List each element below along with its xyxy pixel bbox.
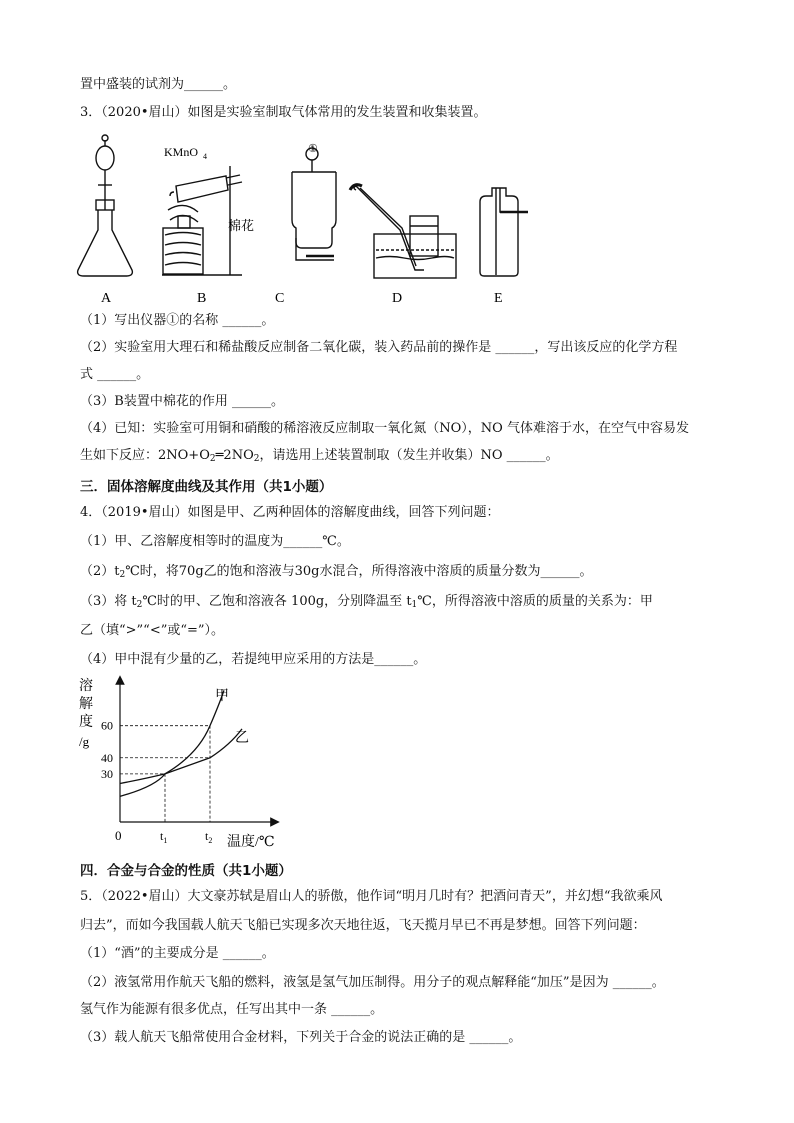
- apparatus-c-drawing: [292, 148, 336, 260]
- cotton-label: 棉花: [228, 218, 255, 233]
- y-axis-label-char: 度: [79, 715, 93, 730]
- circle-one-label: ①: [308, 143, 318, 155]
- question-4-title: 4．（2019•眉山）如图是甲、乙两种固体的溶解度曲线，回答下列问题：: [80, 505, 500, 520]
- y-axis-label-char: 溶: [79, 679, 93, 694]
- question-3-part-2a: （2）实验室用大理石和稀盐酸反应制备二氧化碳，装入药品前的操作是 ______，写出该反应的化学方程: [80, 340, 678, 355]
- apparatus-a-drawing: [78, 135, 133, 276]
- question-3-part-2b: 式 ______。: [80, 367, 150, 382]
- kmno4-label: KMnO: [164, 145, 199, 159]
- y-axis-label-char: 解: [79, 697, 93, 712]
- section-3-heading: 三．固体溶解度曲线及其作用（共1小题）: [80, 479, 333, 495]
- question-5-part-3: （3）载人航天飞船常使用合金材料，下列关于合金的说法正确的是 ______。: [80, 1030, 522, 1045]
- x-tick-label-t1: $t_1$: [160, 829, 168, 845]
- question-3-part-4a: （4）已知：实验室可用铜和硝酸的稀溶液反应制取一氧化氮（NO），NO 气体难溶于水，在空气中容易发: [80, 421, 689, 436]
- apparatus-e-drawing: [480, 188, 528, 276]
- question-5-part-2a: （2）液氢常用作航天飞船的燃料，液氢是氢气加压制得。用分子的观点解释能“加压”是因为 ______。: [80, 975, 665, 990]
- series-yi-curve: [120, 729, 242, 784]
- apparatus-figure: [70, 130, 540, 310]
- question-3-part-4b: 生如下反应：$2NO+O_2═2NO_2$，请选用上述装置制取（发生并收集）NO ______。: [80, 448, 559, 464]
- question-4-part-3b: 乙（填“>”“<”或“=”）。: [80, 623, 225, 638]
- series-jia-label: 甲: [215, 689, 229, 704]
- apparatus-label-a: A: [101, 291, 112, 306]
- question-3-part-3: （3）B装置中棉花的作用 ______。: [80, 394, 284, 409]
- solubility-chart: [75, 674, 295, 854]
- y-axis-label-unit: /g: [79, 734, 90, 749]
- question-4-part-2: $(2)t_2℃$时，将70g乙的饱和溶液与30g水混合，所得溶液中溶质的质量分数为______。: [80, 564, 593, 580]
- apparatus-label-c: C: [275, 291, 285, 306]
- x-axis-label: 温度/℃: [227, 835, 275, 850]
- question-5-title: 5．（2022•眉山）大文豪苏轼是眉山人的骄傲，他作词“明月几时有？把酒问青天”，并幻想“我欲乘风: [80, 889, 663, 904]
- question-4-part-1: （1）甲、乙溶解度相等时的温度为______℃。: [80, 534, 350, 549]
- question-3-title: 3．（2020•眉山）如图是实验室制取气体常用的发生装置和收集装置。: [80, 105, 487, 120]
- apparatus-label-d: D: [392, 291, 403, 306]
- section-4-heading: 四．合金与合金的性质（共1小题）: [80, 863, 292, 879]
- apparatus-label-e: E: [494, 291, 503, 306]
- apparatus-label-b: B: [197, 291, 207, 306]
- origin-label: 0: [115, 828, 122, 843]
- text-line-0: 置中盛装的试剂为______。: [80, 77, 237, 92]
- question-4-part-4: （4）甲中混有少量的乙，若提纯甲应采用的方法是______。: [80, 652, 427, 667]
- y-tick-label: 60: [101, 718, 113, 733]
- x-tick-label-t2: $t_2$: [205, 829, 213, 845]
- apparatus-d-drawing: [350, 185, 456, 278]
- question-5-part-1: （1）“酒”的主要成分是 ______。: [80, 946, 275, 961]
- question-4-part-3a: （3）将 $t_2℃$时的甲、乙饱和溶液各 100g，分别降温至 $t_1℃$，所得溶液中溶质的质量的关系为：甲: [80, 594, 653, 610]
- question-5-part-2b: 氢气作为能源有很多优点，任写出其中一条 ______。: [80, 1002, 384, 1017]
- y-tick-label: 40: [101, 750, 113, 765]
- series-yi-label: 乙: [235, 731, 249, 746]
- question-3-part-1: （1）写出仪器①的名称 ______。: [80, 313, 275, 328]
- question-5-title-cont: 归去”，而如今我国载人航天飞船已实现多次天地往返，飞天揽月早已不再是梦想。回答下列问题：: [80, 918, 646, 933]
- kmno4-subscript: 4: [203, 152, 207, 161]
- y-tick-label: 30: [101, 766, 113, 781]
